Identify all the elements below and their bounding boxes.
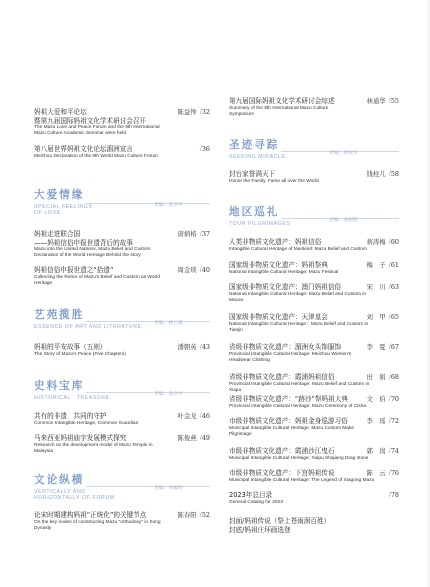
page-slash: / bbox=[388, 416, 391, 425]
entry-page: 40 bbox=[201, 266, 210, 274]
entry-author: 唐炳椿 bbox=[177, 230, 197, 238]
toc-entry[interactable] bbox=[229, 373, 399, 394]
entry-page: 61 bbox=[390, 261, 399, 269]
entry-meta bbox=[367, 283, 399, 292]
entry-author: 陈 云 bbox=[366, 469, 386, 477]
entry-title-zh: 论宋时期建构妈祖“正统化”的关键节点 bbox=[34, 511, 147, 519]
entry-title-en: Summary of the 9th International Mazu Culture Symposium bbox=[229, 105, 329, 117]
back-cover-credit: 封底/妈祖庄环画选登 bbox=[229, 525, 291, 534]
entry-author: 钱柱儿 bbox=[366, 170, 386, 178]
entry-title-zh: 妈祖大爱和平论坛 bbox=[34, 108, 87, 116]
toc-entry[interactable] bbox=[229, 97, 399, 118]
entry-author: 宋 川 bbox=[366, 283, 386, 291]
entry-meta bbox=[367, 395, 399, 404]
entry-title-zh: 国家级非物质文化遗产：妈祖祭典 bbox=[229, 261, 328, 269]
toc-entry[interactable] bbox=[34, 230, 210, 259]
entry-page: 58 bbox=[390, 170, 399, 178]
section-header bbox=[34, 380, 210, 401]
entry-meta bbox=[388, 491, 399, 500]
section-editor: 责编：翁卫平 bbox=[154, 203, 183, 208]
section-header bbox=[34, 189, 210, 217]
section-editor: 责编：唐丽华 bbox=[329, 151, 358, 156]
entry-page: 72 bbox=[390, 417, 399, 425]
entry-title-zh: 第九届国际妈祖文化学术研讨会综述 bbox=[229, 97, 335, 105]
entry-meta bbox=[367, 170, 399, 179]
entry-author: 蒋涛梅 bbox=[366, 238, 386, 246]
toc-entry[interactable] bbox=[229, 395, 399, 410]
entry-author: 林通华 bbox=[366, 97, 386, 105]
section-title-zh: 地区巡礼 bbox=[229, 206, 280, 218]
toc-entry[interactable] bbox=[229, 343, 399, 364]
page-slash: / bbox=[199, 411, 202, 420]
entry-meta bbox=[178, 108, 210, 117]
entry-author: 陈俊燕 bbox=[177, 434, 197, 442]
entry-title-en: Common Intangible Heritage, Common Guardian bbox=[34, 420, 139, 426]
section-title-en-line2: HORIZONTALLY OF FORUM bbox=[34, 495, 115, 502]
page-slash: / bbox=[199, 433, 202, 442]
entry-meta bbox=[199, 145, 210, 154]
page-slash: / bbox=[388, 260, 391, 269]
toc-entry[interactable] bbox=[34, 343, 210, 358]
section-title-zh: 文论纵横 bbox=[34, 474, 85, 486]
toc-entry[interactable] bbox=[229, 238, 399, 253]
page-slash: / bbox=[388, 490, 391, 499]
entry-page: 60 bbox=[390, 238, 399, 246]
entry-title-zh: 市级非物质文化遗产：下宫妈祖传说 bbox=[229, 469, 335, 477]
entry-title-zh: 市级非物质文化遗产：妈祖金身巡游习俗 bbox=[229, 417, 348, 425]
entry-page: 78 bbox=[390, 491, 399, 499]
page-slash: / bbox=[388, 372, 391, 381]
page-slash: / bbox=[388, 468, 391, 477]
front-cover-credit: 封面/妈祖传说（祭上苍雨润百姓） bbox=[229, 517, 331, 525]
entry-author: 叶金龙 bbox=[177, 412, 197, 420]
entry-author: 潘朝英 bbox=[177, 343, 197, 351]
entry-title-en: The Mazu Love and Peace Forum and the 9th International Mazu Culture Academic Seminar were held bbox=[34, 125, 160, 137]
toc-entry[interactable] bbox=[34, 145, 210, 160]
entry-page: 67 bbox=[390, 343, 399, 351]
entry-title-en: The Story of Mazu's Peace (Five Chapters) bbox=[34, 351, 126, 357]
entry-meta bbox=[178, 343, 210, 352]
entry-title-en: Meizhou Declaration of the 8th World Mazu Culture Forum bbox=[34, 153, 158, 159]
entry-meta bbox=[367, 261, 399, 270]
entry-page: 68 bbox=[390, 373, 399, 381]
entry-title-zh: 人类非物质文化遗产：妈祖信俗 bbox=[229, 238, 322, 246]
entry-meta bbox=[367, 469, 399, 478]
section-rule bbox=[86, 392, 210, 393]
entry-author: 李 夏 bbox=[366, 343, 386, 351]
entry-page: 37 bbox=[201, 230, 210, 238]
entry-page: 52 bbox=[201, 511, 210, 519]
section-title-en: TOUR PILGRIMAGES bbox=[229, 221, 291, 227]
entry-page: 46 bbox=[201, 412, 210, 420]
entry-title-zh: 共有的非遗 共同的守护 bbox=[34, 412, 107, 420]
entry-title-en: Provincial Intangible Cultural Heritage: Mazu Ceremony of Cisha bbox=[229, 403, 367, 409]
entry-author: 周金琰 bbox=[177, 266, 197, 274]
entry-meta bbox=[367, 343, 399, 352]
toc-entry[interactable] bbox=[34, 511, 210, 532]
entry-title-en: Collecting the Relics of Mazu's Belief and Custom as World Heritage bbox=[34, 274, 160, 286]
entry-meta bbox=[178, 511, 210, 520]
entry-title-zh: 省级非物质文化遗产：霞浦妈祖信俗 bbox=[229, 373, 335, 381]
cover-credits bbox=[229, 517, 399, 535]
entry-page: 65 bbox=[390, 313, 399, 321]
entry-page: 43 bbox=[201, 343, 210, 351]
entry-meta bbox=[178, 434, 210, 443]
toc-entry[interactable] bbox=[34, 434, 210, 455]
section-editor: 责编：刘福铸 bbox=[154, 486, 183, 491]
entry-title-en: National Intangible Cultural Heritage: Mazu Belief and Custom in Macao bbox=[229, 291, 367, 303]
entry-title-zh: 省级非物质文化遗产：湄洲女头饰服饰 bbox=[229, 343, 342, 351]
entry-meta bbox=[367, 447, 399, 456]
entry-title-zh: 妈祖的平安故事（五则） bbox=[34, 343, 107, 351]
section-rule bbox=[86, 486, 210, 487]
page-slash: / bbox=[388, 446, 391, 455]
entry-meta bbox=[367, 97, 399, 106]
toc-entry[interactable] bbox=[34, 108, 210, 137]
section-header bbox=[229, 139, 399, 160]
entry-title-en: General Catalog for 2023 bbox=[229, 499, 283, 505]
entry-title-zh: 2023年总目录 bbox=[229, 491, 273, 499]
entry-meta bbox=[367, 417, 399, 426]
entry-meta bbox=[367, 238, 399, 247]
entry-author: 陈春阳 bbox=[177, 511, 197, 519]
entry-title-zh: 妈祖信俗申报世遗之“拾遗” bbox=[34, 266, 114, 274]
entry-title-zh: 封台家誉满天下 bbox=[229, 170, 276, 178]
entry-title-en: Municipal Intangible Cultural Heritage: Xiapu Shajiang Drag stone bbox=[229, 455, 369, 461]
toc-entry[interactable] bbox=[34, 266, 210, 287]
entry-title-en: Municipal Intangible Cultural Heritage: The Legend of Xiagong Mazu bbox=[229, 477, 375, 483]
section-title-en: SEEKING MIRACLE bbox=[229, 154, 286, 160]
page-slash: / bbox=[199, 229, 202, 238]
entry-title-zh: 市级非物质文化遗产：霞浦沙江曳石 bbox=[229, 447, 335, 455]
entry-page: 49 bbox=[201, 434, 210, 442]
toc-entry[interactable] bbox=[229, 447, 399, 462]
section-editor: 责编：刘福铸 bbox=[329, 218, 358, 223]
section-title-en: ESSENCE OF ART AND LITERATURE bbox=[34, 324, 142, 330]
entry-page: 74 bbox=[390, 447, 399, 455]
entry-author: 田 娟 bbox=[366, 373, 386, 381]
section-title-en: SPECIAL FEELINGS bbox=[34, 204, 93, 210]
entry-title-en: National Intangible Cultural Heritage：Mazu Belief and Custom in Tianjin bbox=[229, 321, 369, 333]
entry-author: 梅 子 bbox=[366, 261, 386, 269]
entry-author: 李 瑶 bbox=[366, 417, 386, 425]
entry-title-en: Municipal Intangible Cultural Heritage: Mazu Custom Make Pilgrimage bbox=[229, 425, 355, 437]
section-header bbox=[229, 206, 399, 227]
toc-entry[interactable] bbox=[229, 283, 399, 304]
entry-meta bbox=[367, 373, 399, 382]
entry-author: 陈益钟 bbox=[177, 108, 197, 116]
entry-title-zh: 国家级非物质文化遗产：澳门妈祖信俗 bbox=[229, 283, 342, 291]
section-title-en-line2: OF LOVE bbox=[34, 210, 61, 217]
entry-meta bbox=[178, 266, 210, 275]
section-title-zh: 大爱情缘 bbox=[34, 189, 85, 201]
section-rule bbox=[86, 203, 210, 204]
entry-meta bbox=[367, 313, 399, 322]
toc-entry[interactable] bbox=[229, 261, 399, 276]
page-slash: / bbox=[388, 169, 391, 178]
page-slash: / bbox=[199, 107, 202, 116]
entry-meta bbox=[178, 412, 210, 421]
toc-entry[interactable] bbox=[229, 417, 399, 438]
toc-entry[interactable] bbox=[229, 469, 399, 484]
entry-author: 文 伯 bbox=[366, 395, 386, 403]
entry-title-zh: 马来西亚妈祖庙宇发展模式探究 bbox=[34, 434, 127, 442]
section-title-en: VERTICALLY AND bbox=[34, 489, 86, 495]
entry-title-zh-line2: ——妈祖信俗申报世遗背后的故事 bbox=[34, 238, 133, 247]
section-header bbox=[34, 309, 210, 330]
entry-title-zh-line2: 暨第九届国际妈祖文化学术研讨会召开 bbox=[34, 116, 147, 125]
entry-page: 32 bbox=[201, 108, 210, 116]
page-slash: / bbox=[199, 342, 202, 351]
toc-entry[interactable] bbox=[34, 412, 210, 427]
entry-author: 刘 甲 bbox=[366, 313, 386, 321]
section-title-zh: 史料宝库 bbox=[34, 380, 85, 392]
entry-title-en: National Intangible Cultural Heritage: Mazu Festival bbox=[229, 269, 339, 275]
entry-title-zh: 第八届世界妈祖文化论坛湄洲宣言 bbox=[34, 145, 133, 153]
section-editor: 责编：杨云娥 bbox=[154, 321, 183, 326]
entry-page: 36 bbox=[201, 145, 210, 153]
page-slash: / bbox=[388, 342, 391, 351]
entry-title-en: Research on the development model of Mazu Temple in Malaysia bbox=[34, 442, 153, 454]
section-rule bbox=[86, 321, 210, 322]
entry-title-zh: 妈祖走进联合国 bbox=[34, 230, 81, 238]
page-slash: / bbox=[388, 312, 391, 321]
section-title-zh: 圣迹寻踪 bbox=[229, 139, 280, 151]
section-header bbox=[34, 474, 210, 502]
entry-title-en: Intangible Cultural Heritage of Mankind: Mazu Belief and Custom bbox=[229, 246, 367, 252]
section-title-zh: 艺苑揽胜 bbox=[34, 309, 85, 321]
entry-title-zh: 省级非物质文化遗产：“跡沙”祭妈祖大典 bbox=[229, 395, 348, 403]
entry-title-en: Mazu into the United Nations, Mazu Belief and Custom Declaration of the World Heritage Behind the story bbox=[34, 247, 151, 259]
section-editor: 责编：翁卫平 bbox=[154, 392, 183, 397]
page-slash: / bbox=[388, 96, 391, 105]
section-title-en: HISTORICAL TREASURE bbox=[34, 395, 110, 401]
entry-author: 郭 岗 bbox=[366, 447, 386, 455]
entry-page: 70 bbox=[390, 395, 399, 403]
page-slash: / bbox=[199, 265, 202, 274]
entry-title-en: Provincial Intangible Cultural Heritage: Mazu Belief and Custom in Xiapu bbox=[229, 381, 370, 393]
toc-entry[interactable] bbox=[229, 170, 399, 185]
entry-meta bbox=[178, 230, 210, 239]
entry-title-en: Provincial Intangible Cultural Heritage: Meizhou Women's Headwear Clothing bbox=[229, 351, 352, 363]
page-slash: / bbox=[388, 237, 391, 246]
entry-page: 76 bbox=[390, 469, 399, 477]
entry-title-en: On the key nodes of constructing Mazu "orthodoxy" in Song Dynasty bbox=[34, 519, 161, 531]
toc-entry[interactable] bbox=[229, 313, 399, 334]
page-slash: / bbox=[199, 510, 202, 519]
entry-page: 55 bbox=[390, 97, 399, 105]
page-slash: / bbox=[388, 394, 391, 403]
entry-title-en: Honor the Family, Fame all over the World bbox=[229, 178, 319, 184]
entry-page: 63 bbox=[390, 283, 399, 291]
page-slash: / bbox=[388, 282, 391, 291]
page-slash: / bbox=[199, 144, 202, 153]
toc-entry[interactable] bbox=[229, 491, 399, 506]
entry-title-zh: 国家级非物质文化遗产：天津皇会 bbox=[229, 313, 328, 321]
